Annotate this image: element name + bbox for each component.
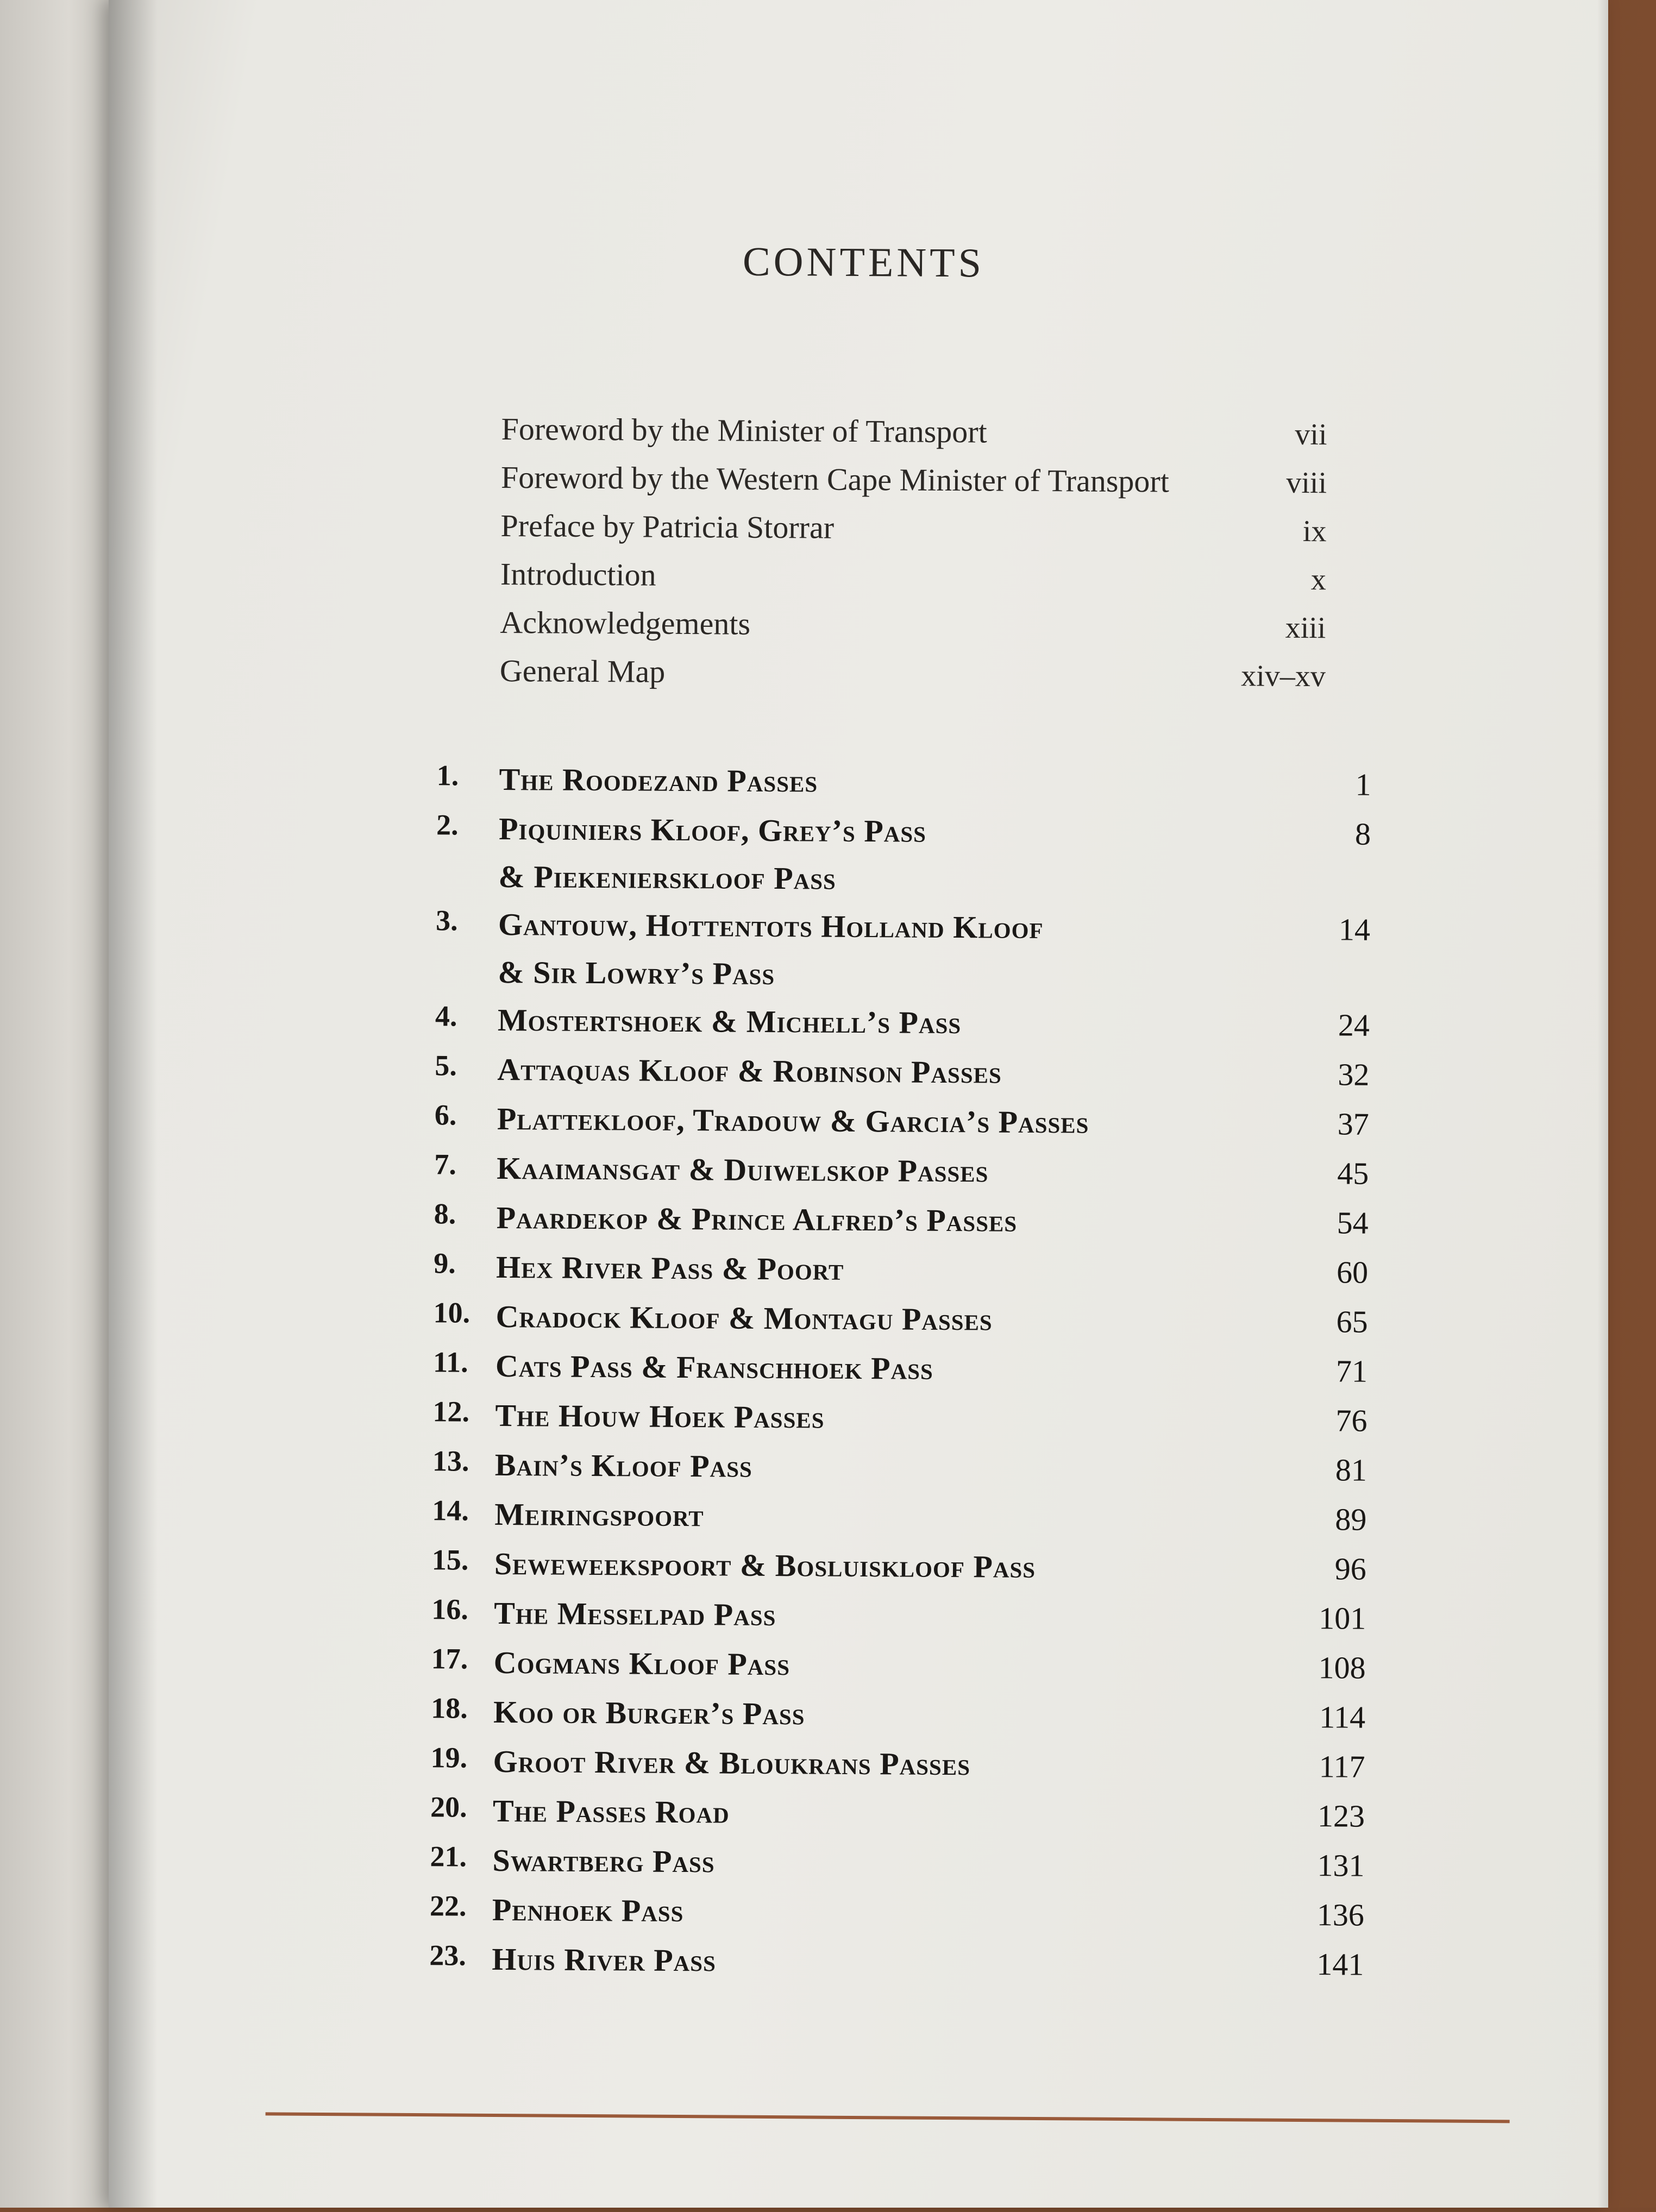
page-title: CONTENTS — [742, 238, 985, 286]
chapter-number: 15. — [431, 1543, 469, 1576]
chapter-title-line-2: & Sir Lowry’s Pass — [498, 954, 775, 992]
front-matter-page: vii — [1295, 417, 1327, 452]
chapter-item — [431, 1589, 1366, 1644]
chapter-title: Huis River Pass — [492, 1941, 717, 1978]
footer-rule — [266, 2112, 1510, 2123]
chapter-title: The Houw Hoek Passes — [495, 1397, 825, 1435]
front-matter-page: ix — [1302, 514, 1327, 549]
chapter-page: 8 — [1354, 816, 1371, 852]
front-matter-label: Foreword by the Western Cape Minister of Transport — [500, 459, 1170, 499]
chapter-number: 21. — [430, 1840, 467, 1873]
chapter-title: Bain’s Kloof Pass — [494, 1447, 753, 1484]
chapter-page: 131 — [1317, 1847, 1365, 1883]
front-matter-page: viii — [1286, 466, 1327, 500]
chapter-number: 4. — [435, 1000, 457, 1033]
chapter-page: 37 — [1337, 1106, 1369, 1142]
chapter-number: 9. — [434, 1247, 456, 1280]
chapter-page: 114 — [1319, 1699, 1366, 1735]
chapter-number: 3. — [435, 904, 458, 937]
chapter-number: 22. — [429, 1889, 467, 1922]
chapter-item — [434, 1243, 1369, 1298]
chapter-item — [433, 1292, 1368, 1348]
chapter-title: Cogmans Kloof Pass — [493, 1644, 791, 1682]
chapter-number: 18. — [431, 1692, 468, 1725]
chapter-title — [498, 901, 1283, 1001]
chapter-number: 17. — [431, 1642, 468, 1675]
chapter-title: Mostertshoek & Michell’s Pass — [497, 1002, 962, 1041]
chapter-item — [435, 1095, 1370, 1150]
chapter-title: Plattekloof, Tradouw & Garcia’s Passes — [497, 1101, 1089, 1140]
chapter-page: 1 — [1355, 766, 1371, 802]
chapter-number: 8. — [434, 1197, 456, 1230]
front-matter-label: General Map — [499, 652, 666, 689]
chapter-number: 7. — [434, 1148, 456, 1181]
chapter-title-line-1: Piquiniers Kloof, Grey’s Pass — [498, 810, 927, 849]
chapter-page: 32 — [1338, 1057, 1370, 1092]
chapter-number: 16. — [431, 1593, 468, 1626]
chapter-item — [432, 1539, 1367, 1595]
chapter-title: Koo or Burger’s Pass — [493, 1694, 805, 1732]
chapter-item — [436, 805, 1371, 906]
chapter-number: 19. — [430, 1741, 468, 1774]
front-matter-label: Preface by Patricia Storrar — [500, 507, 835, 545]
chapter-page: 14 — [1338, 912, 1371, 947]
chapter-item — [431, 1688, 1366, 1743]
chapter-item — [434, 1193, 1369, 1249]
chapter-number: 5. — [435, 1049, 457, 1082]
front-matter-page: x — [1310, 563, 1327, 597]
chapter-title-line-2: & Piekenierskloof Pass — [498, 858, 837, 896]
chapter-page: 96 — [1334, 1551, 1366, 1587]
chapter-page: 108 — [1318, 1650, 1366, 1686]
chapter-item — [432, 1490, 1367, 1545]
chapter-page: 136 — [1316, 1897, 1365, 1933]
chapter-page: 141 — [1316, 1946, 1364, 1982]
front-matter-page: xiv–xv — [1241, 659, 1326, 694]
chapter-number: 12. — [432, 1395, 470, 1428]
chapter-number: 13. — [432, 1444, 469, 1478]
chapter-title: Groot River & Bloukrans Passes — [493, 1743, 971, 1782]
chapter-item — [432, 1441, 1368, 1496]
chapter-title: Cats Pass & Franschhoek Pass — [495, 1348, 934, 1386]
chapter-number: 11. — [432, 1346, 468, 1379]
page-content — [102, 0, 1615, 2212]
chapter-page: 101 — [1319, 1600, 1366, 1636]
chapter-page: 76 — [1335, 1403, 1368, 1438]
chapter-title: Kaaimansgat & Duiwelskop Passes — [497, 1150, 989, 1189]
chapter-page: 89 — [1335, 1501, 1367, 1537]
front-matter-item — [500, 652, 1326, 706]
chapter-item — [435, 1045, 1370, 1101]
front-matter-page: xiii — [1285, 611, 1326, 645]
chapter-page: 71 — [1335, 1353, 1368, 1389]
front-matter-item — [500, 556, 1327, 609]
front-matter-item — [501, 459, 1327, 512]
front-matter-item — [500, 604, 1326, 657]
chapter-title: Swartberg Pass — [492, 1842, 715, 1880]
chapter-title: Meiringspoort — [494, 1496, 704, 1534]
chapter-item — [430, 1737, 1365, 1793]
chapter-item — [430, 1836, 1365, 1891]
chapter-title: Paardekop & Prince Alfred’s Passes — [496, 1199, 1018, 1239]
chapter-page: 117 — [1319, 1749, 1365, 1784]
chapter-number: 2. — [436, 808, 459, 841]
chapter-item — [436, 755, 1371, 810]
chapter-list — [429, 755, 1371, 1990]
chapter-page: 45 — [1337, 1155, 1369, 1191]
chapter-title: Hex River Pass & Poort — [495, 1249, 844, 1287]
chapter-page: 65 — [1336, 1304, 1368, 1340]
chapter-item — [430, 1886, 1365, 1941]
chapter-number: 23. — [429, 1939, 467, 1972]
chapter-title-line-1: Gantouw, Hottentots Holland Kloof — [498, 906, 1044, 946]
chapter-item — [432, 1391, 1368, 1447]
chapter-number: 20. — [430, 1790, 467, 1824]
chapter-title: The Messelpad Pass — [494, 1595, 776, 1633]
front-matter-label: Acknowledgements — [500, 604, 751, 642]
chapter-title: Cradock Kloof & Montagu Passes — [495, 1298, 993, 1337]
front-matter-item — [500, 507, 1327, 561]
book-page — [109, 0, 1608, 2208]
chapter-title: The Passes Road — [492, 1793, 730, 1830]
front-matter-item — [501, 411, 1327, 464]
chapter-title: The Roodezand Passes — [499, 761, 818, 799]
chapter-number: 14. — [432, 1494, 469, 1527]
chapter-number: 6. — [434, 1098, 457, 1132]
chapter-item — [431, 1638, 1366, 1694]
chapter-item — [430, 1787, 1365, 1842]
chapter-number: 1. — [436, 759, 459, 792]
chapter-page: 54 — [1337, 1205, 1369, 1241]
chapter-title — [498, 805, 1284, 906]
chapter-item — [435, 996, 1370, 1051]
front-matter-label: Foreword by the Minister of Transport — [501, 411, 987, 450]
chapter-title: Attaquas Kloof & Robinson Passes — [497, 1051, 1002, 1090]
chapter-title: Penhoek Pass — [492, 1891, 684, 1929]
chapter-page: 60 — [1336, 1254, 1369, 1290]
front-matter-list — [500, 411, 1327, 706]
chapter-page: 123 — [1317, 1798, 1365, 1834]
front-matter-label: Introduction — [500, 556, 656, 593]
chapter-title: Seweweekspoort & Bosluiskloof Pass — [494, 1545, 1036, 1585]
chapter-item — [429, 1935, 1364, 1990]
chapter-item — [435, 900, 1370, 1002]
chapter-item — [433, 1342, 1368, 1397]
chapter-page: 24 — [1338, 1007, 1370, 1043]
chapter-item — [434, 1144, 1369, 1199]
chapter-number: 10. — [433, 1296, 471, 1329]
chapter-page: 81 — [1335, 1452, 1368, 1488]
